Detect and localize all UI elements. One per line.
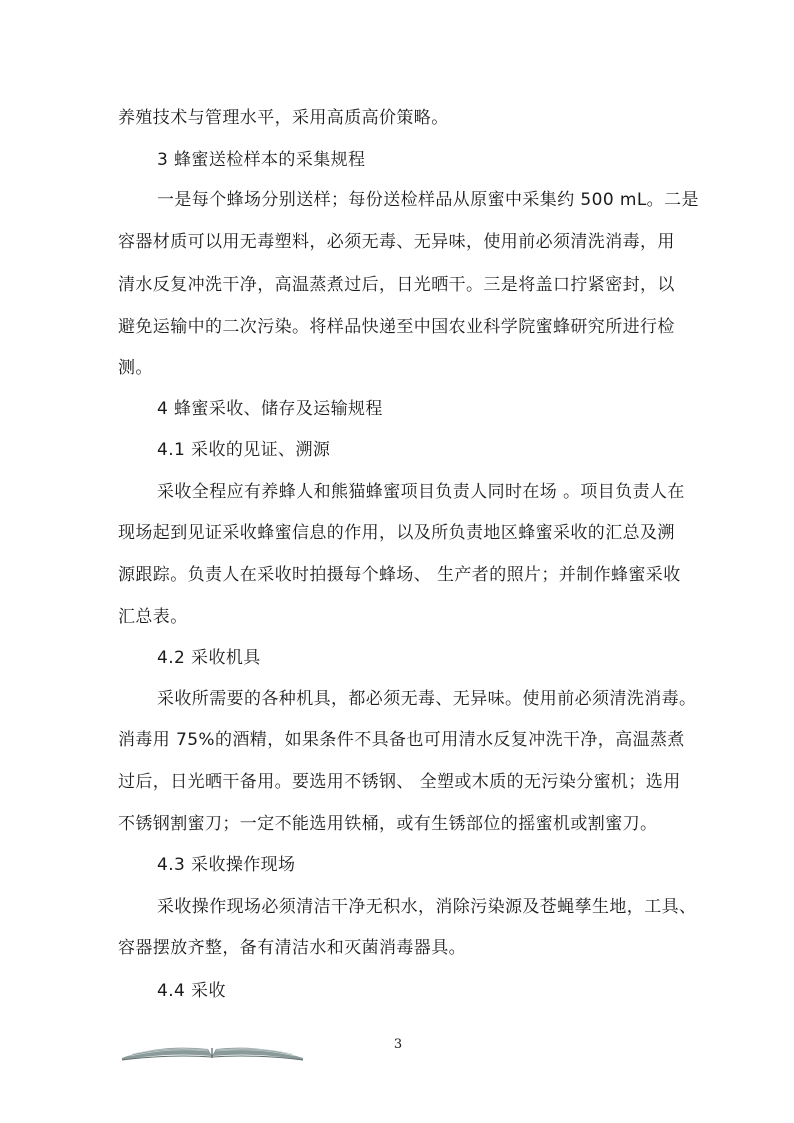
paragraph-line: 消毒用 75%的酒精，如果条件不具备也可用清水反复冲洗干净，高温蒸煮 (118, 730, 685, 750)
paragraph-line: 过后，日光晒干备用。要选用不锈钢、 全塑或木质的无污染分蜜机；选用 (118, 772, 681, 792)
paragraph-line: 汇总表。 (118, 607, 188, 627)
section-heading-3: 3 蜂蜜送检样本的采集规程 (157, 150, 366, 170)
paragraph-line: 不锈钢割蜜刀；一定不能选用铁桶，或有生锈部位的摇蜜机或割蜜刀。 (118, 814, 658, 834)
section-heading-4: 4 蜂蜜采收、储存及运输规程 (157, 399, 383, 419)
paragraph-line: 采收所需要的各种机具，都必须无毒、无异味。使用前必须清洗消毒。 (157, 689, 697, 709)
paragraph-line: 容器材质可以用无毒塑料，必须无毒、无异味，使用前必须清洗消毒，用 (118, 232, 675, 252)
page-number: 3 (393, 1037, 403, 1052)
paragraph-line: 避免运输中的二次污染。将样品快递至中国农业科学院蜜蜂研究所进行检 (118, 317, 675, 337)
paragraph-line: 源跟踪。负责人在采收时拍摄每个蜂场、 生产者的照片；并制作蜂蜜采收 (118, 565, 681, 585)
paragraph-line: 养殖技术与管理水平，采用高质高价策略。 (118, 108, 449, 128)
open-book-icon (120, 1036, 305, 1062)
paragraph-line: 采收操作现场必须清洁干净无积水，消除污染源及苍蝇孳生地，工具、 (157, 897, 697, 917)
paragraph-line: 测。 (118, 358, 153, 378)
paragraph-line: 一是每个蜂场分别送样；每份送检样品从原蜜中采集约 500 mL。二是 (157, 190, 699, 210)
paragraph-line: 现场起到见证采收蜂蜜信息的作用，以及所负责地区蜂蜜采收的汇总及溯 (118, 523, 675, 543)
paragraph-line: 清水反复冲洗干净，高温蒸煮过后，日光晒干。三是将盖口拧紧密封，以 (118, 275, 675, 295)
subsection-heading-4-1: 4.1 采收的见证、溯源 (157, 440, 331, 460)
paragraph-line: 容器摆放齐整，备有清洁水和灭菌消毒器具。 (118, 938, 466, 958)
subsection-heading-4-2: 4.2 采收机具 (157, 648, 261, 668)
paragraph-line: 采收全程应有养蜂人和熊猫蜂蜜项目负责人同时在场 。项目负责人在 (157, 482, 685, 502)
subsection-heading-4-3: 4.3 采收操作现场 (157, 855, 296, 875)
subsection-heading-4-4: 4.4 采收 (157, 981, 226, 1001)
